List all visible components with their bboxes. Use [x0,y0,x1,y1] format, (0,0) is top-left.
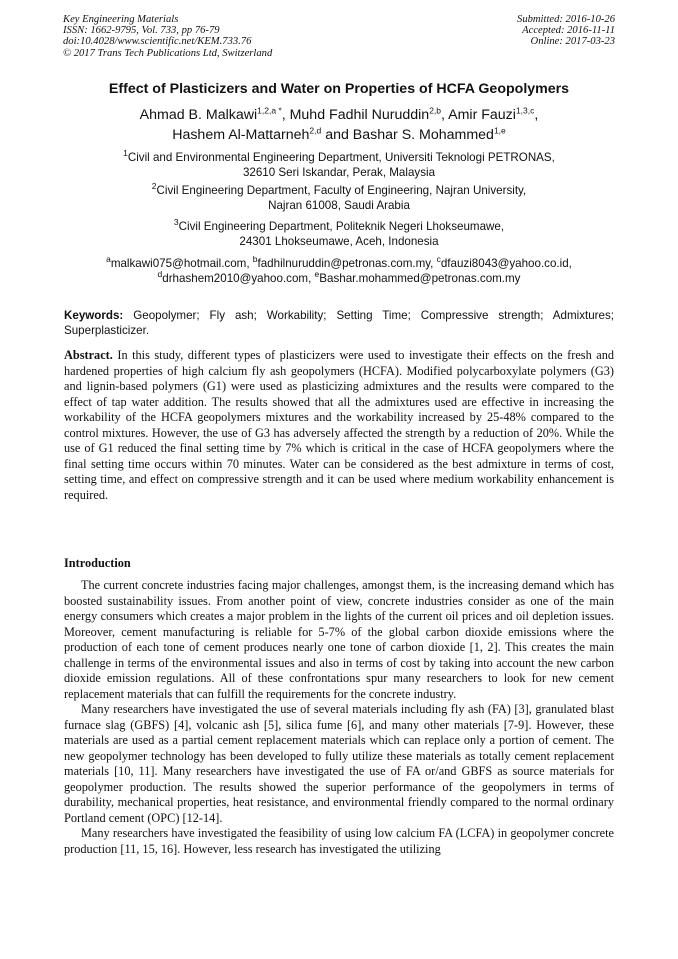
submitted-date: Submitted: 2016-10-26 [517,14,615,25]
email-link[interactable]: Bashar.mohammed@petronas.com.my [319,271,521,285]
email-list: $^a$malkawi075@hotmail.com, $^b$fadhilnuruddin@petronas.com.my, $^c$dfauzi8043@yahoo.co.id, $^d$drhashem2010@yahoo.com, $^e$Bashar.mohammed@petronas.com.my [106,254,572,285]
email-link[interactable]: dfauzi8043@yahoo.co.id, [440,257,572,270]
affiliation: $^1$Civil and Environmental Engineering Department, Universiti Teknologi PETRONAS, 32610 Seri Iskandar, Perak, Malaysia [123,148,555,179]
email-link[interactable]: fadhilnuruddin@petronas.com.my, [257,257,437,270]
affiliation: $^2$Civil Engineering Department, Faculty of Engineering, Najran University, Najran 61008, Saudi Arabia [151,181,527,212]
doi-line: doi:10.4028/www.scientific.net/KEM.733.76 [63,36,252,48]
keywords-text: Geopolymer; Fly ash; Workability; Setting Time; Compressive strength; Admixtures; Superplasticizer. [64,309,614,337]
dates-info [517,14,615,48]
author-affiliation-marker: 1,2,a * [257,105,282,116]
introduction-body [64,578,614,857]
journal-name: Key Engineering Materials [63,14,179,25]
abstract-text: In this study, different types of plasticizers were used to investigate their effects on the fresh and hardened properties of high calcium fly ash geopolymers (HCFA). Modified polycarboxylate polymers (G3) and lignin-based polymers (G1) were used as plasticizing admixtures and the results were compared to the effect of tap water addition. The results showed that all the admixtures used are effective in increasing the workability of the HCFA geopolymers mixtures and the workability increased by 25-48% compared to the control mixtures. However, the use of G3 has adversely affected the strength by a reduction of 20%. While the use of G1 reduced the final setting time by 7% which is critical in the case of HCFA geopolymers where the final setting time occurs within 70 minutes. Water can be considered as the best admixture in terms of cost, setting time, and effect on compressive strength and it can be used where medium workability enhancement is required. [64,348,614,502]
email-link[interactable]: drhashem2010@yahoo.com, [162,271,315,285]
email-link[interactable]: malkawi075@hotmail.com, [110,257,253,270]
issn-line: ISSN: 1662-9795, Vol. 733, pp 76-79 [63,25,220,37]
paragraph: The current concrete industries facing major challenges, amongst them, is the increasing demand which has boosted sustainability issues. From another point of view, concrete industries consider as one of the main energy consumers which creates a major problem in the lights of the current oil prices and oil depletion issues. Moreover, cement manufacturing is reliable for 5-7% of the global carbon dioxide emissions where the production of each tone of cement produces nearly one tone of carbon dioxide [1, 2]. This creates the main challenge in terms of the environmental issues and also in terms of cost by taking into account the new carbon dioxide emission regulations. All of these confrontations spur many researchers to look for new cement replacement materials that can fulfill the requirements for the concrete industry. [64,578,614,701]
author-affiliation-marker: 1,e [493,124,506,135]
paragraph: Many researchers have investigated the feasibility of using low calcium FA (LCFA) in geopolymer concrete production [11, 15, 16]. However, less research has investigated the utilizing [64,826,614,856]
copyright-line: © 2017 Trans Tech Publications Ltd, Switzerland [63,47,273,59]
author-name: , Muhd Fadhil Nuruddin [281,107,430,123]
affiliation: $^3$Civil Engineering Department, Politeknik Negeri Lhokseumawe, 24301 Lhokseumawe, Aceh, Indonesia [173,217,505,248]
author-affiliation-marker: 1,3,c [515,105,535,116]
keywords [64,309,614,338]
abstract-label: Abstract. [64,348,113,362]
author-affiliation-marker: 2,b [429,105,442,116]
abstract [64,348,614,503]
author-name: Ahmad B. Malkawi [139,107,258,123]
journal-info [63,14,272,59]
author-name: Hashem Al-Mattarneh [172,126,310,143]
keywords-label: Keywords: [64,309,124,322]
accepted-date: Accepted: 2016-11-11 [522,25,615,37]
paragraph: Many researchers have investigated the use of several materials including fly ash (FA) [3], granulated blast furnace slag (GBFS) [4], volcanic ash [5], silica fume [6], and many other materials [7-9]. However, these materials are used as a partial cement replacement materials which can replace only a portion of cement. The new geopolymer technology has been developed to fully utilize these materials as totally cement replacement materials [10, 11]. Many researchers have investigated the use of FA or/and GBFS as source materials for geopolymer production. The results showed the superior performance of the geopolymers in terms of durability, mechanical properties, heat resistance, and environmental friendly compared to the normal ordinary Portland cement (OPC) [12-14]. [64,702,614,825]
section-heading: Introduction [64,556,131,570]
author-affiliation-marker: 2,d [309,124,322,135]
paper-title: Effect of Plasticizers and Water on Properties of HCFA Geopolymers [108,81,570,97]
author-list: Ahmad B. Malkawi$^{1,2,a *}$, Muhd Fadhil Nuruddin$^{2,b}$, Amir Fauzi$^{1,3,c}$, Hashem Al-Mattarneh$^{2,d}$ and Bashar S. Mohammed$^{1,e}$ [139,105,539,143]
author-name: and Bashar S. Mohammed [321,126,494,143]
online-date: Online: 2017-03-23 [530,36,615,48]
author-name: , Amir Fauzi [441,107,516,123]
